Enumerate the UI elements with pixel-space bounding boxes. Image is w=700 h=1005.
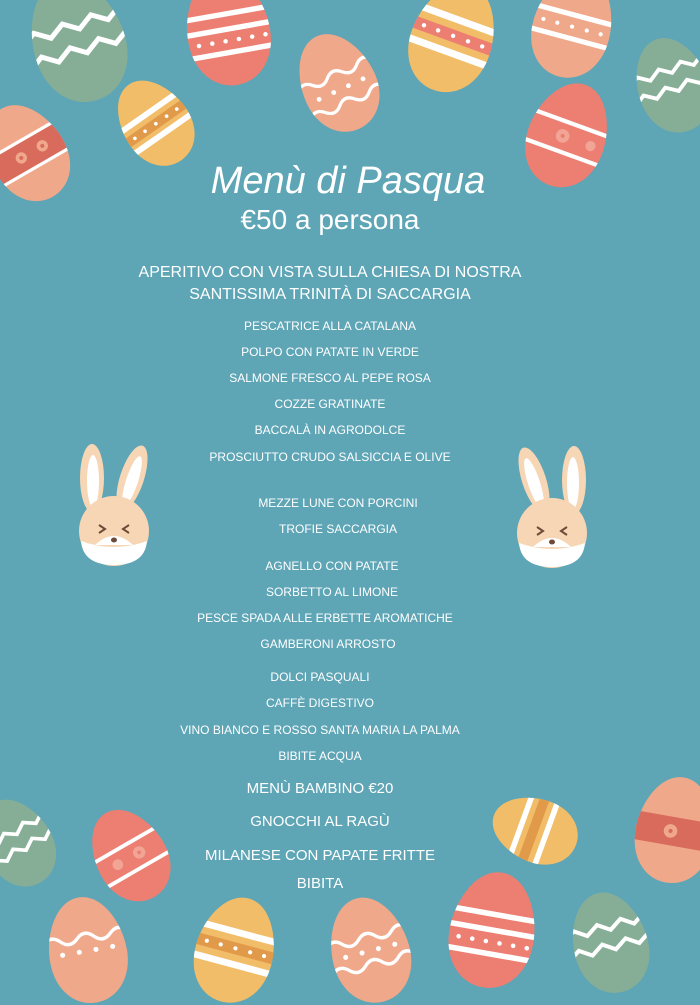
primo-item: TROFIE SACCARGIA — [278, 522, 397, 536]
kids-menu-item: MILANESE CON PAPATE FRITTE — [204, 847, 436, 864]
easter-egg-salmon-wave — [288, 30, 388, 135]
secondo-item: AGNELLO CON PATATE — [265, 559, 399, 573]
antipasto-item: POLPO CON PATATE IN VERDE — [241, 345, 419, 359]
antipasto-item: BACCALÀ IN AGRODOLCE — [254, 423, 406, 437]
secondo-item: GAMBERONI ARROSTO — [260, 637, 396, 651]
aperitivo-line-1: APERITIVO CON VISTA SULLA CHIESA DI NOSTRA — [138, 264, 522, 281]
secondo-item: PESCE SPADA ALLE ERBETTE AROMATICHE — [197, 611, 453, 625]
antipasto-item: SALMONE FRESCO AL PEPE ROSA — [229, 371, 431, 385]
easter-egg-green-zigzag-bottom-right — [560, 890, 660, 995]
easter-egg-salmon-wave-bottom — [40, 895, 135, 1005]
easter-egg-gold-dots — [100, 75, 210, 170]
antipasto-item: PROSCIUTTO CRUDO SALSICCIA E OLIVE — [209, 450, 451, 464]
dolce-item: DOLCI PASQUALI — [270, 670, 370, 684]
easter-egg-gold-bottom — [185, 895, 285, 1005]
easter-egg-gold-stripes — [405, 0, 500, 95]
kids-menu-item: GNOCCHI AL RAGÙ — [250, 813, 390, 830]
easter-egg-salmon-wave-bottom-center — [320, 895, 420, 1005]
dolce-item: CAFFÈ DIGESTIVO — [265, 696, 374, 710]
kids-menu-item: BIBITA — [296, 875, 344, 892]
dolce-item: VINO BIANCO E ROSSO SANTA MARIA LA PALMA — [180, 723, 460, 737]
dolce-item: BIBITE ACQUA — [278, 749, 362, 763]
antipasto-item: PESCATRICE ALLA CATALANA — [243, 319, 417, 333]
secondo-item: SORBETTO AL LIMONE — [265, 585, 399, 599]
easter-egg-salmon-dots — [525, 0, 620, 80]
antipasto-item: COZZE GRATINATE — [274, 397, 386, 411]
menu-price: €50 a persona — [240, 204, 420, 235]
easter-egg-green-zigzag-right — [625, 35, 700, 135]
menu-title: Menù di Pasqua — [210, 160, 486, 202]
primo-item: MEZZE LUNE CON PORCINI — [258, 496, 418, 510]
aperitivo-heading — [0, 262, 660, 306]
aperitivo-line-2: SANTISSIMA TRINITÀ DI SACCARGIA — [189, 286, 471, 303]
kids-menu-title: MENÙ BAMBINO €20 — [246, 780, 394, 797]
